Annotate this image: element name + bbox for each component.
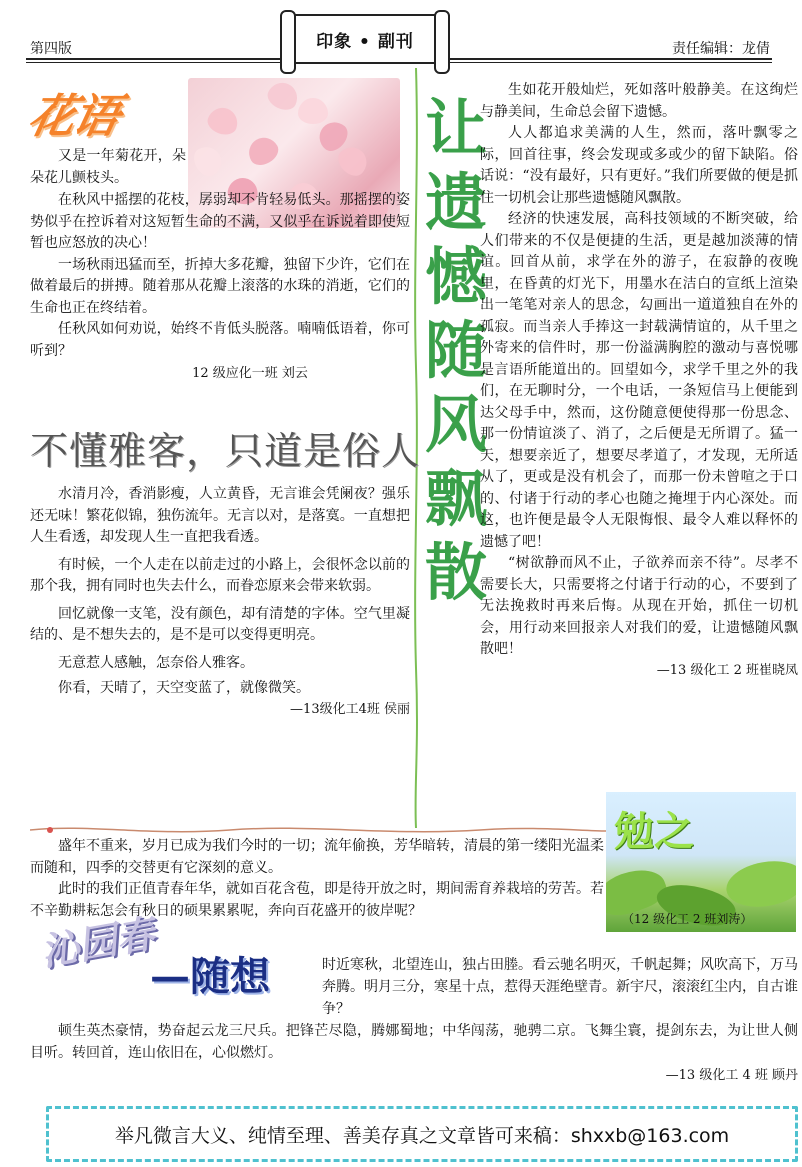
poem-paragraph-2: 顿生英杰豪情，势奋起云龙三尺兵。把锋芒尽隐，腾娜蜀地；中华闯荡，驰骋二京。飞舞尘寰，提剑东去，为让世人侧目听。转回首，连山依旧在，心似燃灯。 <box>30 1023 798 1061</box>
encourage-title: 勉之 <box>614 809 694 855</box>
regret-title-char: 憾 <box>424 240 487 313</box>
flower-paragraph-4: 任秋风如何劝说，始终不肯低头脱落。喃喃低语着，你可听到？ <box>30 321 410 359</box>
regret-paragraph-1: 生如花开般灿烂，死如落叶般静美。在这绚烂与静美间，生命总会留下遗憾。 <box>480 82 798 120</box>
vulgar-paragraph-5: 你看，天晴了，天空变蓝了，就像微笑。 <box>58 680 310 696</box>
issue-number: 第四版 <box>30 41 72 57</box>
encourage-paragraph-1: 盛年不重来，岁月已成为我们今时的一切；流年偷换，芳华暗转，清晨的第一缕阳光温柔而随和，四季的交替更有它深刻的意义。 <box>30 838 604 876</box>
encourage-image <box>606 792 796 932</box>
regret-title-char: 随 <box>424 314 487 387</box>
vulgar-signature: —13级化工4班 侯丽 <box>290 701 410 717</box>
regret-title-char: 飘 <box>424 462 487 535</box>
flower-paragraph-3: 一场秋雨迅猛而至，折掉大多花瓣，独留下少许，它们在做着最后的拼搏。随着那从花瓣上滚落的水珠的消逝，它们的生命也正在终结着。 <box>30 256 410 316</box>
section-banner <box>290 14 440 64</box>
vulgar-paragraph-4: 无意惹人感触，怎奈俗人雅客。 <box>58 654 254 671</box>
regret-paragraph-4: “树欲静而风不止，子欲养而亲不待”。尽孝不需要长大，只需要将之付诸于行动的心，不要到了无法挽救时再来后悔。从现在开始，抓住一切机会，用行动来回报亲人对我们的爱，让遗憾随风飘散吧！ <box>480 555 798 657</box>
poem-subtitle: —随想 <box>150 953 270 1000</box>
regret-signature: —13 级化工 2 班崔晓凤 <box>656 662 798 678</box>
submission-notice <box>46 1106 798 1162</box>
submission-text: 举凡微言大义、纯情至理、善美存真之文章皆可来稿：shxxb@163.com <box>114 1124 730 1147</box>
flower-paragraph-2: 在秋风中摇摆的花枝，孱弱却不肯轻易低头。那摇摆的姿势似乎在控诉着对这短暂生命的不满，又似乎在诉说着即使短暂也应怒放的决心！ <box>30 192 410 251</box>
flower-signature: 12 级应化一班 刘云 <box>192 366 308 381</box>
regret-title-char: 遗 <box>424 166 487 239</box>
editor-credit: 责任编辑：龙倩 <box>672 41 770 57</box>
regret-title-char: 风 <box>424 388 487 461</box>
banner-label: 印象 • 副刊 <box>316 31 414 52</box>
encourage-signature: （12 级化工 2 班刘涛） <box>622 912 753 926</box>
poem-title: 沁园春 <box>37 910 158 975</box>
poem-body <box>30 954 798 1086</box>
poem-signature: —13 级化工 4 班 顾丹 <box>665 1068 798 1083</box>
regret-paragraph-3: 经济的快速发展，高科技领域的不断突破，给人们带来的不仅是便捷的生活，更是越加淡薄的情谊。回首从前，求学在外的游子，在寂静的夜晚里，在昏黄的灯光下，用墨水在洁白的宣纸上渲染出一笔笔对亲人的思念，勾画出一道道独自在外的孤寂。而当亲人手捧这一封载满情谊的，从千里之外寄来的信件时，那一份溢满胸腔的激动与喜悦哪是言语所能道出的。回望如今，求学千里之外的我们，在无聊时分，一个电话，一条短信马上便能到达父母手中，然而，这份随意便使得那一份思念、那一份情谊淡了、消了，之后便是无所谓了。猛一天，想要亲近了，想要尽孝道了，才发现，无所适从了，更或是没有机会了，而那一份未曾喧之于口的、付诸于行动的孝心也随之掩埋于内心深处。而这，也许便是最令人无限悔恨、最令人难以释怀的遗憾了吧！ <box>480 211 798 550</box>
vulgar-paragraph-3: 回忆就像一支笔，没有颜色，却有清楚的字体。空气里凝结的、是不想失去的，是不是可以变得更明亮。 <box>30 605 410 643</box>
vulgar-body <box>30 484 410 720</box>
vulgar-title: 不懂雅客，只道是俗人 <box>30 429 421 473</box>
flower-intro <box>30 146 186 189</box>
flower-section-title: 花语 <box>23 89 124 143</box>
regret-paragraph-2: 人人都追求美满的人生，然而，落叶飘零之际，回首往事，终会发现或多或少的留下缺陷。俗话说：“没有最好，只有更好。”我们所要做的便是抓住一切机会让那些遗憾随风飘散。 <box>480 125 798 206</box>
regret-title-char: 让 <box>424 92 487 165</box>
regret-body <box>480 80 798 681</box>
vulgar-paragraph-2: 有时候，一个人走在以前走过的小路上，会很怀念以前的那个我，拥有同时也失去什么，而眷恋原来会带来软弱。 <box>30 556 410 594</box>
poem-paragraph-1: 时近寒秋，北望连山，独占田塍。看云驰名明灭，千帆起舞；风吹高下，万马奔腾。明月三分，寒星十点，惹得天涯绝壁青。新宇尺，滚滚红尘内，自古谁争？ <box>322 957 798 1017</box>
encourage-paragraph-2: 此时的我们正值青春年华，就如百花含苞，即是待开放之时，期间需育养栽培的劳苦。若不辛勤耕耘怎会有秋日的硕果累累呢，奔向百花盛开的彼岸呢？ <box>30 881 604 919</box>
flower-paragraph-1: 又是一年菊花开，朵朵花儿颤枝头。 <box>30 148 186 186</box>
flower-body-text <box>30 190 410 384</box>
regret-title <box>424 92 488 610</box>
vulgar-paragraph-1: 水清月冷，香消影瘦，人立黄昏，无言谁会凭阑夜？强乐还无味！繁花似锦，独伤流年。无言以对，是落寞。一直想把人生看透，却发现人生一直把我看透。 <box>30 486 410 545</box>
regret-title-char: 散 <box>424 536 487 609</box>
